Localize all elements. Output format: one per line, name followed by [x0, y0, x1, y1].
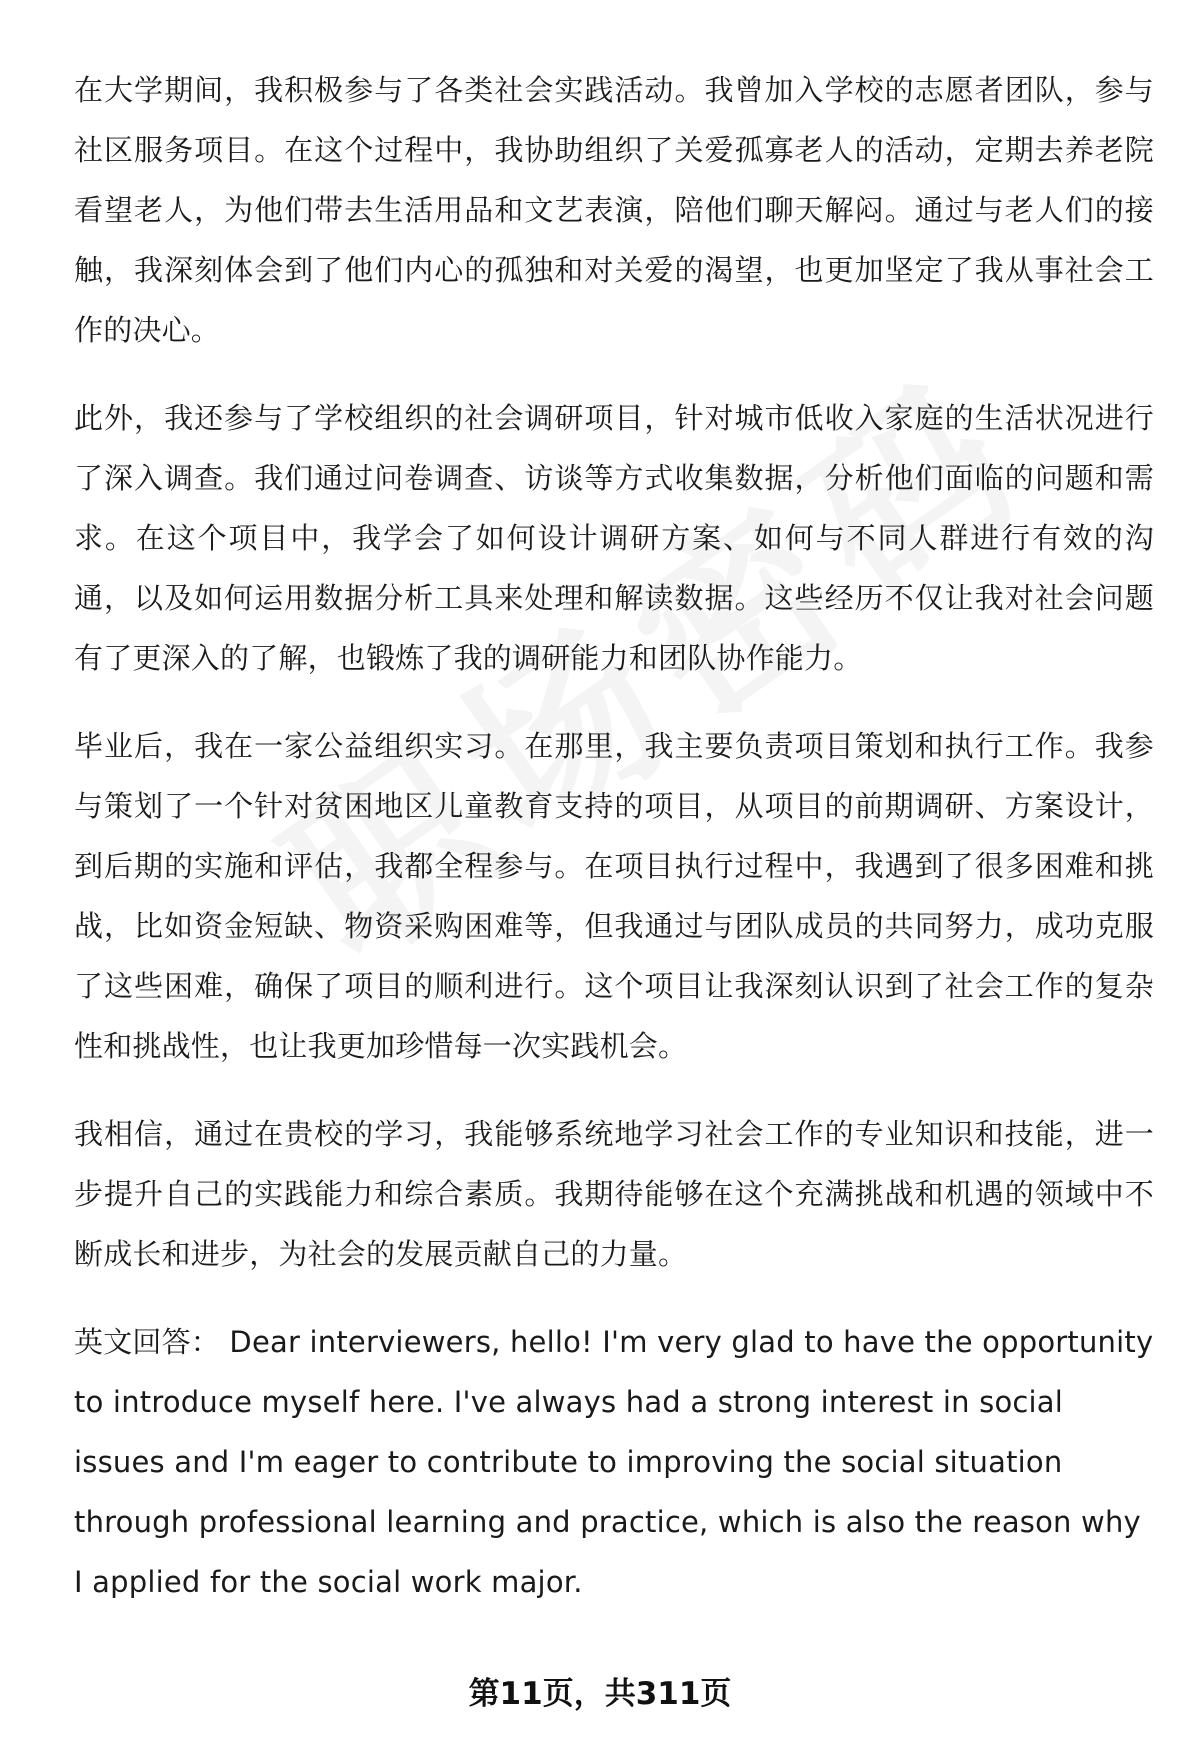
page-number: 第11页，共311页 [468, 1676, 732, 1712]
paragraph-internship: 毕业后，我在一家公益组织实习。在那里，我主要负责项目策划和执行工作。我参与策划了一个针对贫困地区儿童教育支持的项目，从项目的前期调研、方案设计，到后期的实施和评估，我都全程参与。在项目执行过程中，我遇到了很多困难和挑战，比如资金短缺、物资采购困难等，但我通过与团队成员的共同努力，成功克服了这些困难，确保了项目的顺利进行。这个项目让我深刻认识到了社会工作的复杂性和挑战性，也让我更加珍惜每一次实践机会。 [74, 729, 1154, 1063]
paragraph-expectation: 我相信，通过在贵校的学习，我能够系统地学习社会工作的专业知识和技能，进一步提升自己的实践能力和综合素质。我期待能够在这个充满挑战和机遇的领域中不断成长和进步，为社会的发展贡献自己的力量。 [74, 1117, 1154, 1271]
document-body [74, 60, 1154, 1640]
paragraph-practice: 在大学期间，我积极参与了各类社会实践活动。我曾加入学校的志愿者团队，参与社区服务项目。在这个过程中，我协助组织了关爱孤寡老人的活动，定期去养老院看望老人，为他们带去生活用品和文艺表演，陪他们聊天解闷。通过与老人们的接触，我深刻体会到了他们内心的孤独和对关爱的渴望，也更加坚定了我从事社会工作的决心。 [74, 73, 1154, 347]
paragraph-english-answer: 英文回答： Dear interviewers, hello! I'm very glad to have the opportunity to introduce myself here. I've always had a strong interest in social issues and I'm eager to contribute to improving the social situation through professional learning and practice, which is also the reason why I applied for the social work major. [74, 1325, 1154, 1599]
paragraph-research: 此外，我还参与了学校组织的社会调研项目，针对城市低收入家庭的生活状况进行了深入调查。我们通过问卷调查、访谈等方式收集数据，分析他们面临的问题和需求。在这个项目中，我学会了如何设计调研方案、如何与不同人群进行有效的沟通，以及如何运用数据分析工具来处理和解读数据。这些经历不仅让我对社会问题有了更深入的了解，也锻炼了我的调研能力和团队协作能力。 [74, 401, 1154, 675]
